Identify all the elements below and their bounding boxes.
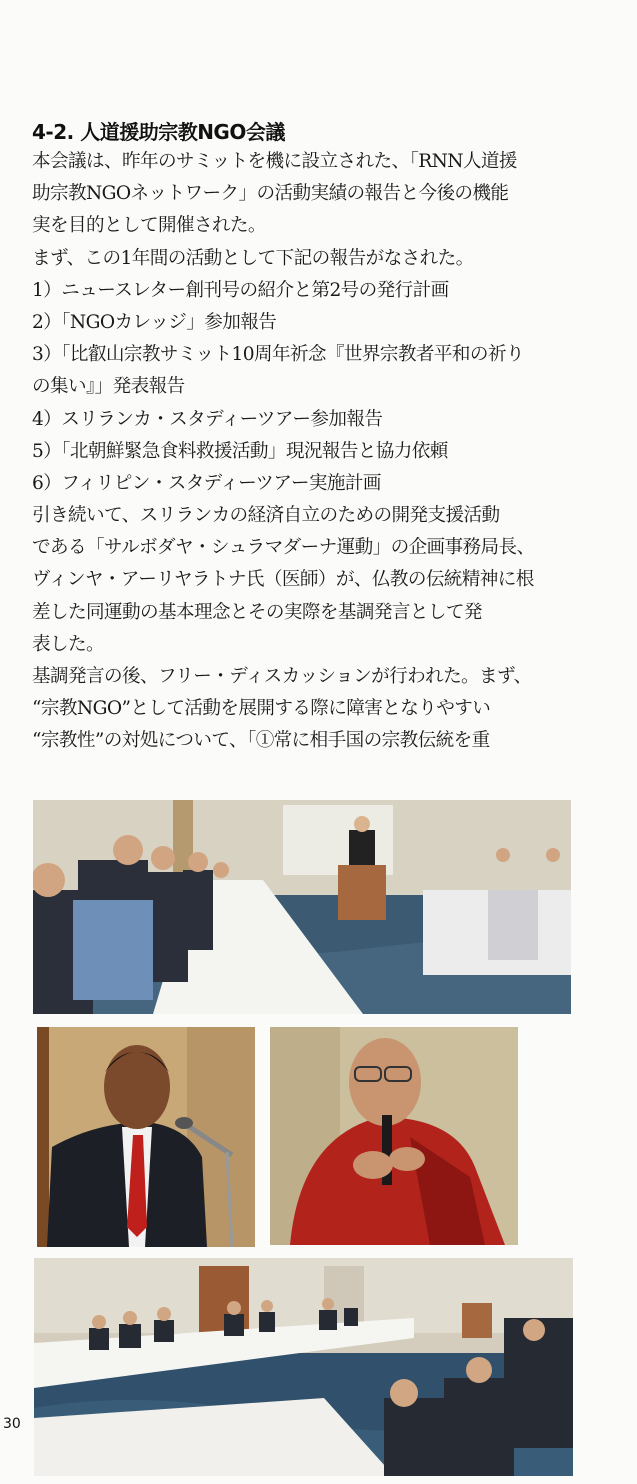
body-line: 差した同運動の基本理念とその実際を基調発言として発 (32, 601, 482, 623)
body-line: まず、この1年間の活動として下記の報告がなされた。 (32, 247, 474, 269)
body-line: “宗教NGO”として活動を展開する際に障害となりやすい (32, 698, 491, 720)
body-line: “宗教性”の対処について、「①常に相手国の宗教伝統を重 (32, 730, 490, 752)
speaker-photo (37, 1027, 255, 1247)
body-text (32, 146, 582, 758)
list-item: の集い』」発表報告 (32, 376, 185, 398)
body-line: 助宗教NGOネットワーク」の活動実績の報告と今後の機能 (32, 183, 509, 205)
list-item: 1）ニュースレター創刊号の紹介と第2号の発行計画 (32, 279, 449, 301)
body-line: 表した。 (32, 633, 104, 655)
list-item: 2）「NGOカレッジ」参加報告 (32, 311, 277, 333)
list-item: 6）フィリピン・スタディーツアー実施計画 (32, 472, 381, 494)
list-item: 4）スリランカ・スタディーツアー参加報告 (32, 408, 383, 430)
meeting-photo (33, 800, 571, 1014)
section-heading: 4-2. 人道援助宗教NGO会議 (32, 120, 285, 144)
body-line: である「サルボダヤ・シュラマダーナ運動」の企画事務局長、 (32, 537, 535, 559)
body-line: ヴィンヤ・アーリヤラトナ氏（医師）が、仏教の伝統精神に根 (32, 569, 534, 591)
list-item: 3）「比叡山宗教サミット10周年祈念『世界宗教者平和の祈り (32, 344, 524, 366)
body-line: 本会議は、昨年のサミットを機に設立された、「RNN人道援 (32, 151, 517, 172)
monk-speaker-photo (270, 1027, 518, 1245)
page-number: 30 (3, 1416, 21, 1432)
body-line: 基調発言の後、フリー・ディスカッションが行われた。まず、 (32, 666, 532, 687)
body-line: 引き続いて、スリランカの経済自立のための開発支援活動 (32, 505, 500, 527)
body-line: 実を目的として開催された。 (32, 215, 266, 237)
meeting-room-photo (34, 1258, 573, 1476)
list-item: 5）「北朝鮮緊急食料救援活動」現況報告と協力依頼 (32, 440, 448, 462)
